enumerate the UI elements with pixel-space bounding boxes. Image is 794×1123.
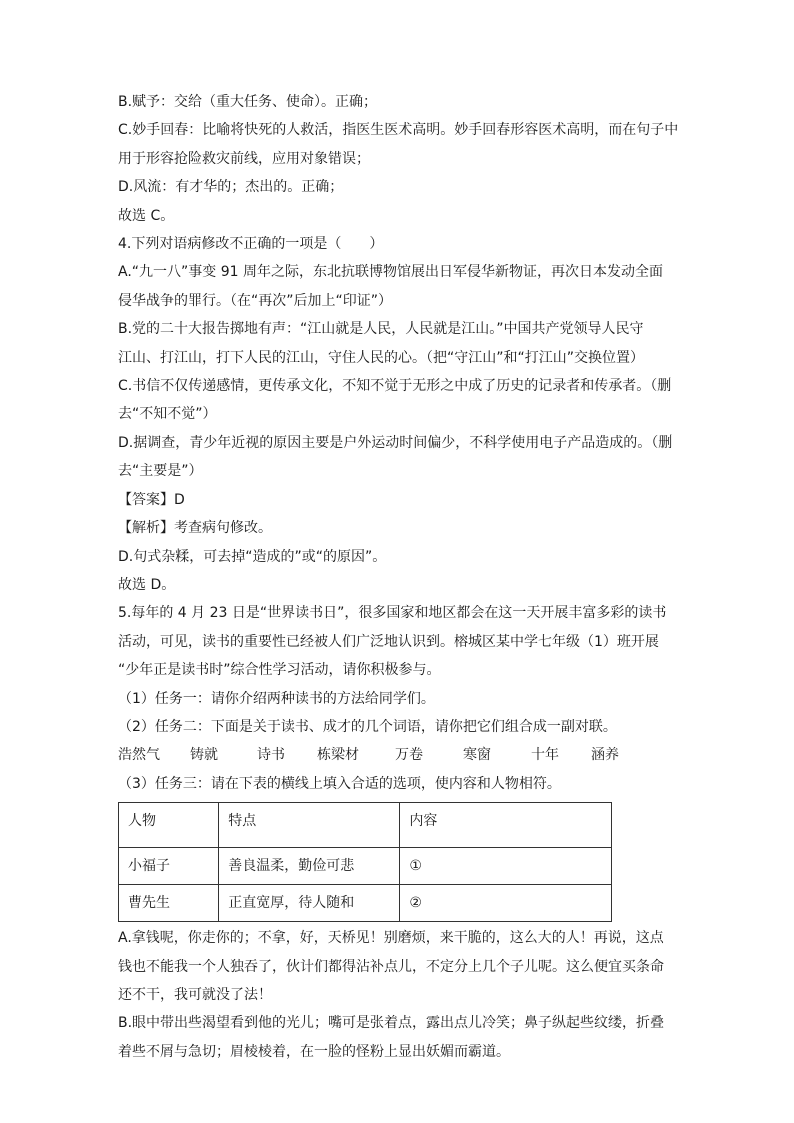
text-line: 故选 C。 [118,207,175,224]
text-line: 去“主要是”） [118,463,203,480]
table-cell: 正直宽厚，待人随和 [219,885,400,922]
text-line: D.据调查，青少年近视的原因主要是户外运动时间偏少，不科学使用电子产品造成的。（删 [118,434,673,451]
word-item: 万卷 [395,747,423,764]
text-line: B.党的二十大报告掷地有声：“江山就是人民，人民就是江山。”中国共产党领导人民守 [118,321,644,338]
word-item: 栋梁材 [317,747,359,764]
text-line: C.妙手回春：比喻将快死的人救活，指医生医术高明。妙手回春形容医术高明，而在句子中 [118,122,679,139]
text-line: 用于形容抢险救灾前线，应用对象错误； [118,150,370,167]
word-list [118,741,678,769]
text-line: 钱也不能我一个人独吞了，伙计们都得沾补点儿，不定分上几个子儿呢。这么便宜买条命 [118,958,664,975]
text-line: D.风流：有才华的；杰出的。正确； [118,179,344,196]
text-line: 【解析】考查病句修改。 [118,520,272,537]
text-line: B.赋予：交给（重大任务、使命）。正确； [118,94,378,110]
document-body [118,88,678,1066]
table-header-cell: 人物 [119,803,219,848]
text-block-bottom [118,924,678,1066]
table-header-cell: 特点 [219,803,400,848]
table-row [119,885,612,922]
text-line: A.拿钱呢，你走你的；不拿，好，天桥见！别磨烦，来干脆的，这么大的人！再说，这点 [118,930,664,947]
text-line: 着些不屑与急切；眉棱棱着，在一脸的怪粉上显出妖媚而霸道。 [118,1043,510,1060]
text-line: （2）任务二：下面是关于读书、成才的几个词语，请你把它们组合成一副对联。 [118,718,617,735]
text-line: A.“九一八”事变 91 周年之际，东北抗联博物馆展出日军侵华新物证，再次日本发动全面 [118,264,663,281]
text-line: 侵华战争的罪行。（在“再次”后加上“印证”） [118,292,393,309]
word-item: 十年 [531,747,559,764]
text-line: 故选 D。 [118,576,176,593]
table-header-cell: 内容 [400,803,612,848]
text-block-top [118,88,678,741]
text-line: 去“不知不觉”） [118,406,217,423]
task3-text: （3）任务三：请在下表的横线上填入合适的选项，使内容和人物相符。 [118,775,561,792]
text-line: 4.下列对语病修改不正确的一项是（ ） [118,236,384,253]
word-item: 诗书 [257,747,285,764]
table-cell: ① [400,848,612,885]
text-line: B.眼中带出些渴望看到他的光儿；嘴可是张着点，露出点儿冷笑；鼻子纵起些纹缕，折叠 [118,1015,665,1032]
table-cell: 小福子 [119,848,219,885]
text-line: 5.每年的 4 月 23 日是“世界读书日”，很多国家和地区都会在这一天开展丰富多彩的读书 [118,605,667,622]
table-cell: 曹先生 [119,885,219,922]
table-row [119,848,612,885]
table-cell: 善良温柔，勤俭可悲 [219,848,400,885]
word-item: 寒窗 [463,747,491,764]
text-line: C.书信不仅传递感情，更传承文化，不知不觉于无形之中成了历史的记录者和传承者。（删 [118,378,672,395]
word-item: 铸就 [190,747,218,764]
text-line: 江山、打江山，打下人民的江山，守住人民的心。（把“守江山”和“打江山”交换位置） [118,349,645,366]
character-table [118,802,612,922]
text-line: 【答案】D [118,491,185,508]
text-line: （1）任务一：请你介绍两种读书的方法给同学们。 [118,690,435,707]
table-header-row [119,803,612,848]
text-line: 还不干，我可就没了法！ [118,986,272,1003]
word-item: 浩然气 [118,747,160,764]
text-line: 活动，可见，读书的重要性已经被人们广泛地认识到。榕城区某中学七年级（1）班开展 [118,633,659,650]
table-cell: ② [400,885,612,922]
text-line: “少年正是读书时”综合性学习活动，请你积极参与。 [118,662,441,679]
text-line: D.句式杂糅，可去掉“造成的”或“的原因”。 [118,548,387,565]
word-item: 涵养 [591,747,619,764]
